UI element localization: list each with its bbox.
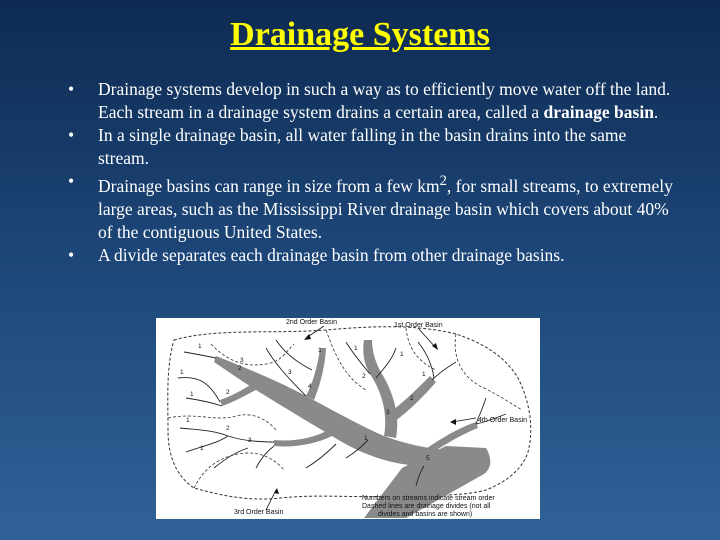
drainage-basin-diagram (156, 318, 540, 519)
divide-line (455, 334, 522, 410)
drainage-basin-svg (156, 318, 540, 519)
first-order-basin-label: 1st Order Basin (394, 322, 443, 329)
bullet-dot: • (68, 125, 75, 145)
stream-order-number: 1 (186, 417, 190, 424)
bullet-text-end: . (653, 102, 659, 122)
bullet-text-end: , for small streams, to extremely large areas, such as the Mississippi River drainage basin which covers about 40% of the contiguous United States. (98, 175, 673, 242)
slide-title: Drainage Systems (230, 16, 490, 53)
bullet-item (68, 124, 678, 170)
caption-line: Dashed lines are drainage divides (not all (362, 503, 491, 510)
caption-line: divides and basins are shown) (378, 511, 473, 518)
bullet-dot: • (68, 244, 75, 265)
stream-order-number: 2 (226, 425, 230, 432)
stream-order-number: 5 (426, 455, 430, 462)
bullet-item (68, 78, 678, 124)
third-order-basin-label: 3rd Order Basin (234, 509, 284, 516)
bullet-list (68, 78, 678, 267)
bullet-dot: • (68, 79, 75, 99)
stream-order-number: 1 (190, 391, 194, 398)
stream-order-number: 2 (238, 365, 242, 372)
bullet-item (68, 244, 678, 267)
stream-order-number: 3 (386, 409, 390, 416)
stream-order-number: 3 (248, 437, 252, 444)
stream-order-number: 1 (354, 345, 358, 352)
tributary-stream (363, 340, 397, 438)
divide-line (168, 415, 276, 430)
bullet-text: Drainage systems develop in such a way as to efficiently move water off the land. Each stream in a drainage system drains a certain area, called a (98, 79, 671, 122)
stream-order-number: 1 (422, 371, 426, 378)
caption-line: Numbers on streams indicate stream order (362, 495, 495, 502)
bullet-text: Drainage basins can range in size from a few km (98, 175, 440, 196)
stream-order-number: 2 (410, 395, 414, 402)
divide-line (194, 453, 284, 488)
stream-order-number: 4 (308, 383, 312, 390)
second-order-basin-label: 2nd Order Basin (286, 319, 337, 326)
tributary-stream (274, 430, 332, 447)
divide-line (326, 330, 366, 390)
stream-order-number: 2 (362, 373, 366, 380)
stream-order-number: 1 (400, 351, 404, 358)
tributary-stream (306, 348, 326, 400)
bullet-item (68, 170, 678, 244)
stream-order-number: 1 (364, 435, 368, 442)
bullet-text: A divide separates each drainage basin from other drainage basins. (98, 244, 565, 265)
stream-order-number: 3 (288, 369, 292, 376)
stream-order-number: 1 (318, 347, 322, 354)
fourth-order-basin-label: 4th Order Basin (478, 417, 528, 424)
bullet-text: In a single drainage basin, all water falling in the basin drains into the same stream. (98, 125, 627, 168)
stream-order-number: 1 (200, 445, 204, 452)
stream-order-number: 1 (180, 369, 184, 376)
bullet-superscript: 2 (439, 173, 447, 189)
stream-order-number: 3 (240, 357, 244, 364)
bullet-bold-term: drainage basin (543, 102, 654, 122)
stream-order-number: 1 (198, 343, 202, 350)
stream-order-number: 2 (226, 389, 230, 396)
divide-line (406, 328, 436, 370)
bullet-dot: • (68, 171, 75, 191)
